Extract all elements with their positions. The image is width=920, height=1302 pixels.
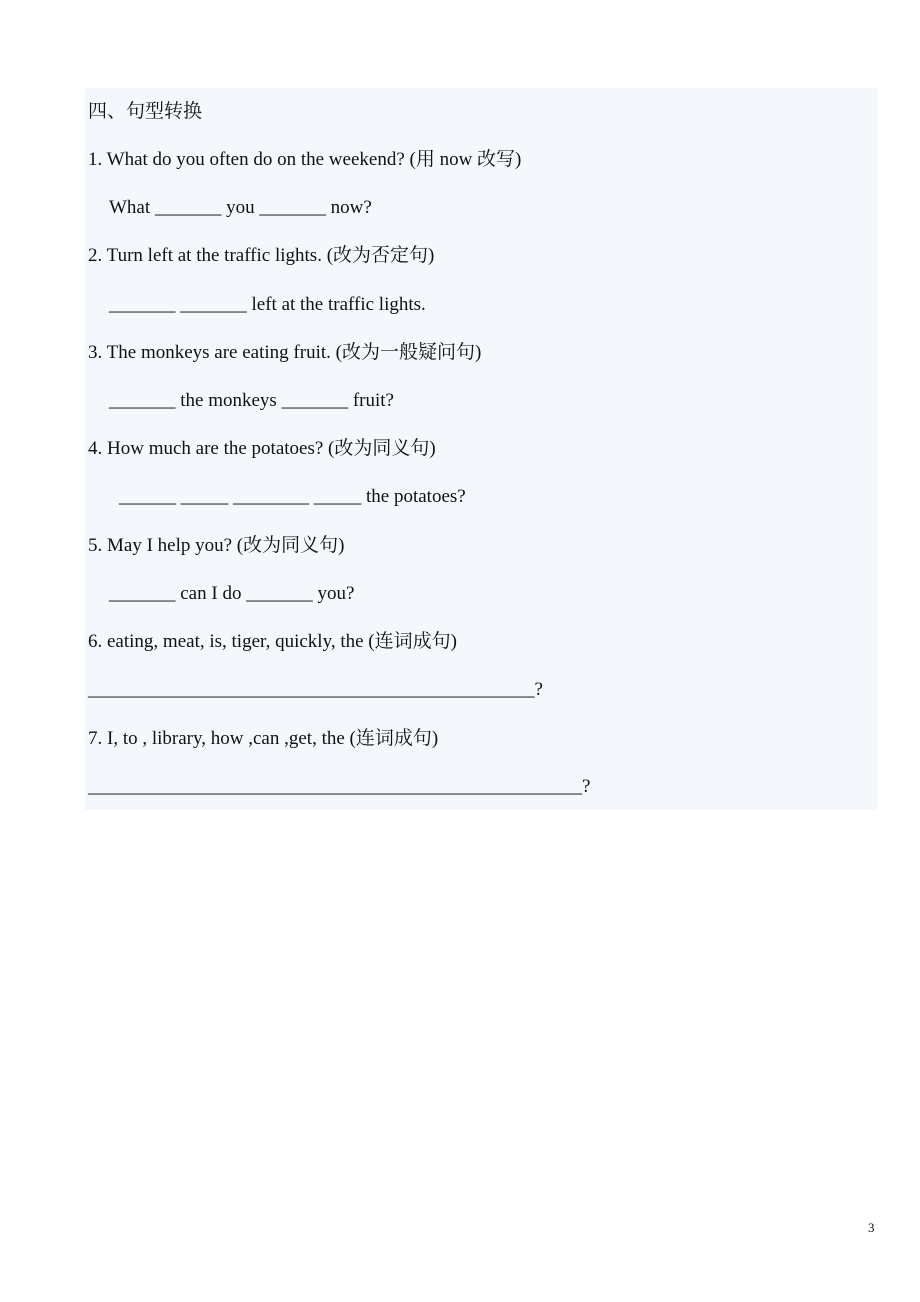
question-5-answer: _______ can I do _______ you? [109,583,355,604]
question-4-prompt: 4. How much are the potatoes? (改为同义句) [88,438,436,459]
question-6-prompt: 6. eating, meat, is, tiger, quickly, the (连词成句) [88,631,457,652]
question-5-prompt: 5. May I help you? (改为同义句) [88,535,345,556]
question-2-answer: _______ _______ left at the traffic lights. [109,294,426,315]
section-heading: 四、句型转换 [88,101,203,122]
exercise-section [85,88,878,810]
question-7-answer: ____________________________________________________? [88,776,591,797]
question-3-answer: _______ the monkeys _______ fruit? [109,390,394,411]
question-4-answer: ______ _____ ________ _____ the potatoes? [119,486,466,507]
question-6-answer: _______________________________________________? [88,679,543,700]
question-1-prompt: 1. What do you often do on the weekend? (用 now 改写) [88,149,522,170]
question-1-answer: What _______ you _______ now? [109,197,372,218]
question-2-prompt: 2. Turn left at the traffic lights. (改为否定句) [88,245,435,266]
question-7-prompt: 7. I, to , library, how ,can ,get, the (连词成句) [88,728,439,749]
question-3-prompt: 3. The monkeys are eating fruit. (改为一般疑问句) [88,342,482,363]
page-number: 3 [868,1220,875,1235]
